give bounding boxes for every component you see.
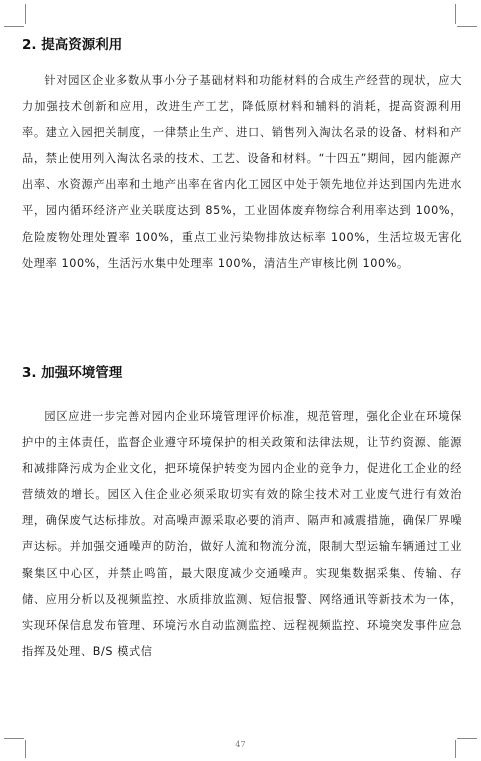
section-heading: 2. 提高资源利用: [22, 37, 123, 53]
crop-mark-top-left: [4, 26, 24, 27]
crop-mark-top-left: [25, 4, 26, 24]
crop-mark-bottom-left: [4, 738, 24, 739]
section-heading: 3. 加强环境管理: [22, 365, 123, 381]
section-paragraph: 针对园区企业多数从事小分子基础材料和功能材料的合成生产经营的现状，应大力加强技术创新和应用，改进生产工艺，降低原材料和辅料的消耗，提高资源利用率。建立入园把关制度，一律禁止生产、进口、销售列入淘汰名录的设备、材料和产品，禁止使用列入淘汰名录的技术、工艺、设备和材料。“十四五”期间，园内能源产出率、水资源产出率和土地产出率在省内化工园区中处于领先地位并达到国内先进水平，园内循环经济产业关联度达到 85%，工业固体废弃物综合利用率达到 100%，危险废物处理处置率 100%，重点工业污染物排放达标率 100%，生活垃圾无害化处理率 100%，生活污水集中处理率 100%，清洁生产审核比例 100%。: [22, 74, 462, 270]
page-number: 47: [235, 740, 246, 749]
section-paragraph: 园区应进一步完善对园内企业环境管理评价标准，规范管理，强化企业在环境保护中的主体责任，监督企业遵守环境保护的相关政策和法律法规，让节约资源、能源和减排降污成为企业文化，把环境保护转变为园内企业的竞争力，促进化工企业的经营绩效的增长。园区入住企业必须采取切实有效的除尘技术对工业废气进行有效治理，确保废气达标排放。对高噪声源采取必要的消声、隔声和减震措施，确保厂界噪声达标。并加强交通噪声的防治，做好人流和物流分流，限制大型运输车辆通过工业聚集区中心区，并禁止鸣笛，最大限度减少交通噪声。实现集数据采集、传输、存储、应用分析以及视频监控、水质排放监测、短信报警、网络通讯等新技术为一体，实现环保信息发布管理、环境污水自动监测监控、远程视频监控、环境突发事件应急指挥及处理、B/S 模式信: [22, 410, 462, 658]
crop-mark-bottom-right: [457, 738, 477, 739]
crop-mark-top-right: [455, 4, 456, 24]
crop-mark-top-right: [457, 26, 477, 27]
